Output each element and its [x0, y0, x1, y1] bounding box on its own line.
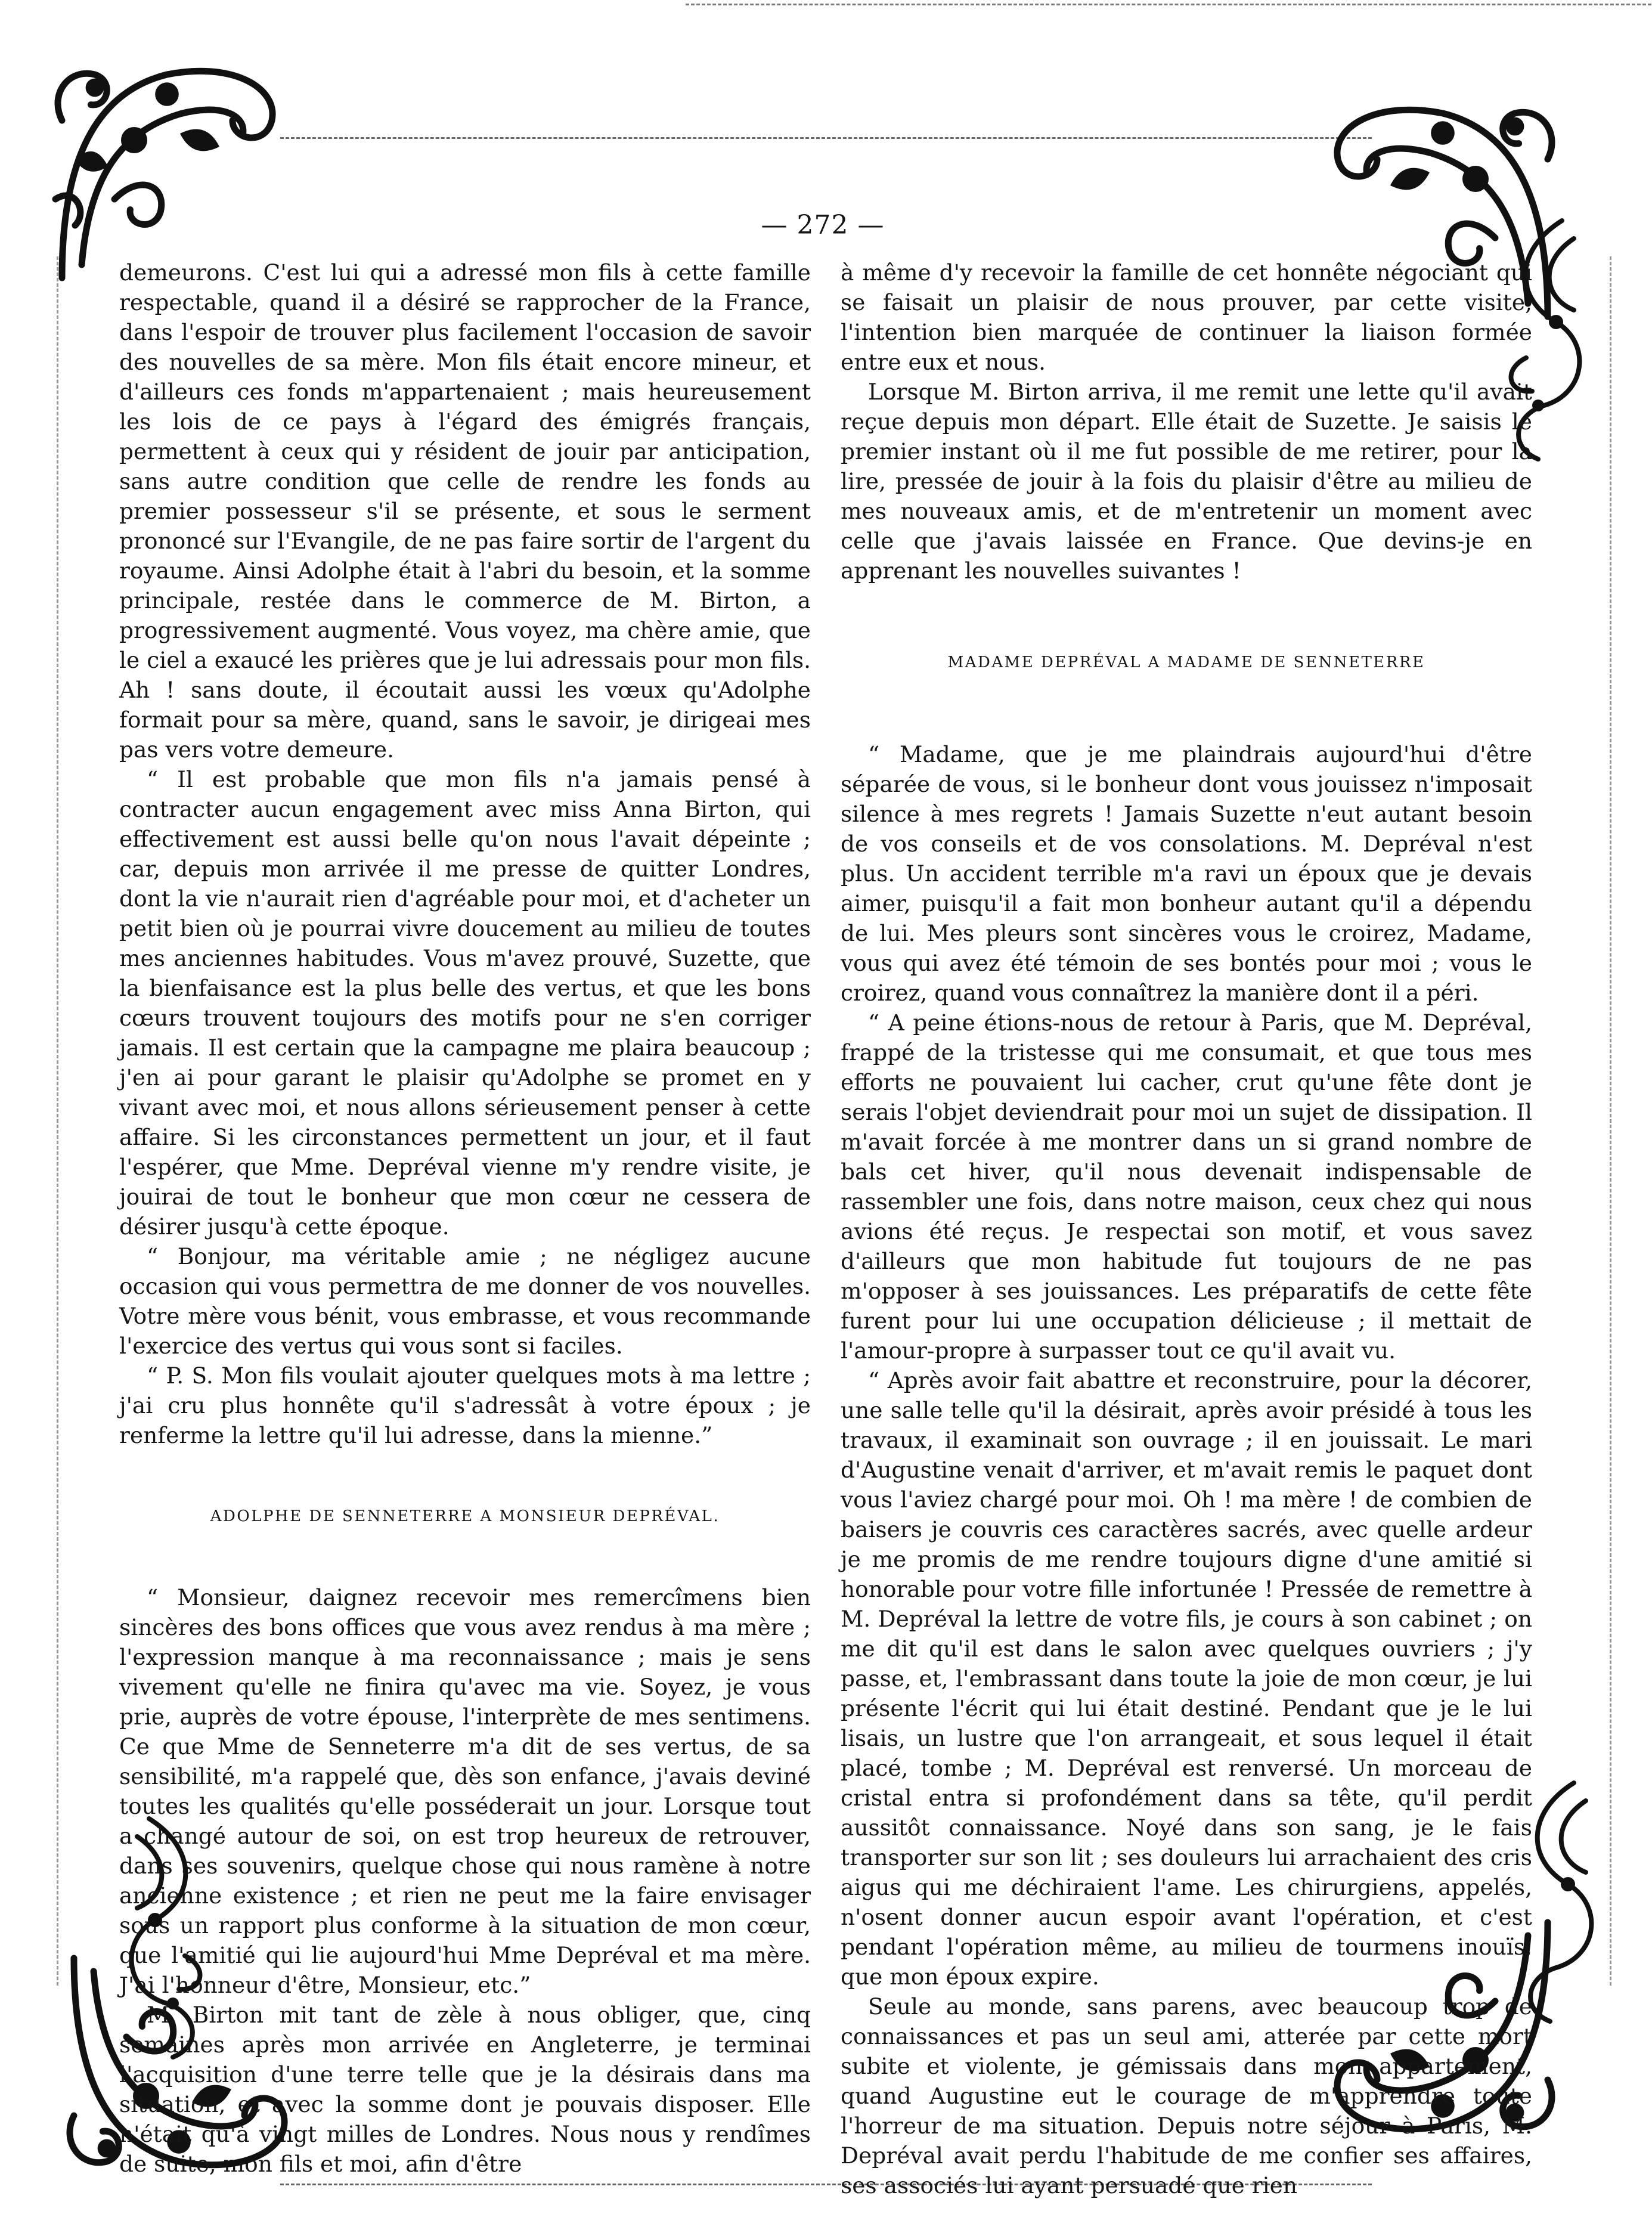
left-column [119, 258, 811, 2179]
paragraph: “ A peine étions-nous de retour à Paris, que M. Depréval, frappé de la tristesse qui me consumait, et que tous mes efforts ne pouvaient lui cacher, crut qu'une fête dont je serais l'objet deviendrait pour moi un sujet de dissipation. Il m'avait forcée à me montrer dans un si grand nombre de bals cet hiver, qu'il nous devenait indispensable de rassembler une fois, dans notre maison, ceux chez qui nous avions été reçus. Je respectai son motif, et vous savez d'ailleurs que mon habitude fut toujours de ne pas m'opposer à ses jouissances. Les préparatifs de cette fête furent pour lui une occupation délicieuse ; il mettait de l'amour-propre à surpasser tout ce qu'il avait vu. [841, 1009, 1532, 1364]
letter-heading: ADOLPHE DE SENNETERRE A MONSIEUR DEPRÉVAL. [210, 1507, 720, 1525]
paragraph: “ Madame, que je me plaindrais aujourd'hui d'être séparée de vous, si le bonheur dont vous jouissez n'imposait silence à mes regrets ! Jamais Suzette n'eut autant besoin de vos conseils et de vos consolations. M. Depréval n'est plus. Un accident terrible m'a ravi un époux que je devais aimer, puisqu'il a fait mon bonheur autant qu'il a dépendu de lui. Mes pleurs sont sincères vous le croirez, Madame, vous qui avez été témoin de ses bontés pour moi ; vous le croirez, quand vous connaîtrez la manière dont il a péri. [841, 741, 1532, 1006]
paragraph: “ Monsieur, daignez recevoir mes remercîmens bien sincères des bons offices que vous avez rendus à ma mère ; l'expression manque à ma reconnaissance ; mais je sens vivement qu'elle ne finira qu'avec ma vie. Soyez, je vous prie, auprès de votre épouse, l'interprète de mes sentimens. Ce que Mme de Senneterre m'a dit de ses vertus, de sa sensibilité, m'a rappelé que, dès son enfance, j'avais deviné toutes les qualités qu'elle posséderait un jour. Lorsque tout a changé autour de soi, on est trop heureux de retrouver, dans ses souvenirs, quelque chose qui nous ramène à notre ancienne existence ; et rien ne peut me la faire envisager sous un rapport plus conforme à la situation de mon cœur, que l'amitié qui lie aujourd'hui Mme Depréval et ma mère. J'ai l'honneur d'être, Monsieur, etc.” [119, 1584, 811, 1998]
letter-heading: MADAME DEPRÉVAL A MADAME DE SENNETERRE [947, 654, 1425, 671]
paragraph: M. Birton mit tant de zèle à nous obliger, que, cinq semaines après mon arrivée en Angleterre, je terminai l'acquisition d'une terre telle que je la désirais dans ma situation, et avec la somme dont je pouvais disposer. Elle n'était qu'à vingt milles de Londres. Nous nous y rendîmes de suite, mon fils et moi, afin d'être [119, 2002, 811, 2177]
frame-right-border [1610, 256, 1611, 1986]
right-column [841, 258, 1532, 2200]
frame-left-border [57, 256, 58, 1986]
page-number: — 272 — [761, 210, 885, 240]
paragraph: “ Il est probable que mon fils n'a jamais pensé à contracter aucun engagement avec miss Anna Birton, qui effectivement est aussi belle qu'on nous l'avait dépeinte ; car, depuis mon arrivée il me presse de quitter Londres, dont la vie n'aurait rien d'agréable pour moi, et d'acheter un petit bien où je pourrai vivre doucement au milieu de toutes mes anciennes habitudes. Vous m'avez prouvé, Suzette, que la bienfaisance est la plus belle des vertus, et que les bons cœurs trouvent toujours des motifs pour ne s'en corriger jamais. Il est certain que la campagne me plaira beaucoup ; j'en ai pour garant le plaisir qu'Adolphe se promet en y vivant avec moi, et nous allons sérieusement penser à cette affaire. Si les circonstances permettent un jour, et il faut l'espérer, que Mme. Depréval vienne m'y rendre visite, je jouirai de tout le bonheur que mon cœur ne cessera de désirer jusqu'à cette époque. [119, 766, 811, 1240]
paragraph: demeurons. C'est lui qui a adressé mon fils à cette famille respectable, quand il a désiré se rapprocher de la France, dans l'espoir de trouver plus facilement l'occasion de savoir des nouvelles de sa mère. Mon fils était encore mineur, et d'ailleurs ces fonds m'appartenaient ; mais heureusement les lois de ce pays à l'égard des émigrés français, permettent à ceux qui y résident de jouir par anticipation, sans autre condition que celle de rendre les fonds au premier possesseur s'il se présente, et sous le serment prononcé sur l'Evangile, de ne pas faire sortir de l'argent du royaume. Ainsi Adolphe était à l'abri du besoin, et la somme principale, restée dans le commerce de M. Birton, a progressivement augmenté. Vous voyez, ma chère amie, que le ciel a exaucé les prières que je lui adressais pour mon fils. Ah ! sans doute, il écoutait aussi les vœux qu'Adolphe formait pour sa mère, quand, sans le savoir, je dirigeai mes pas vers votre demeure. [119, 259, 811, 763]
paragraph: “ P. S. Mon fils voulait ajouter quelques mots à ma lettre ; j'ai cru plus honnête qu'il s'adressât à votre époux ; je renferme la lettre qu'il lui adresse, dans la mienne.” [119, 1362, 811, 1448]
paragraph: “ Bonjour, ma véritable amie ; ne négligez aucune occasion qui vous permettra de me donner de vos nouvelles. Votre mère vous bénit, vous embrasse, et vous recommande l'exercice des vertus qui vous sont si faciles. [119, 1243, 811, 1359]
paragraph: Seule au monde, sans parens, avec beaucoup trop de connaissances et pas un seul ami, atterée par cette mort subite et violente, je gémissais dans mon appartement, quand Augustine eut le courage de m'apprendre toute l'horreur de ma situation. Depuis notre séjour à Paris, M. Depréval avait perdu l'habitude de me confier ses affaires, ses associés lui ayant persuadé que rien [841, 1993, 1532, 2198]
paragraph: “ Après avoir fait abattre et reconstruire, pour la décorer, une salle telle qu'il la désirait, après avoir présidé à tous les travaux, il examinait son ouvrage ; il en jouissait. Le mari d'Augustine venait d'arriver, et m'avait remis le paquet dont vous l'aviez chargé pour moi. Oh ! ma mère ! de combien de baisers je couvris ces caractères sacrés, avec quelle ardeur je me promis de me rendre toujours digne d'une amitié si honorable pour votre fille infortunée ! Pressée de remettre à M. Depréval la lettre de votre fils, je cours à son cabinet ; on me dit qu'il est dans le salon avec quelques ouvriers ; j'y passe, et, l'embrassant dans toute la joie de mon cœur, je lui présente l'écrit qui lui était destiné. Pendant que je le lui lisais, un lustre que l'on arrangeait, et sous lequel il était placé, tombe ; M. Depréval est renversé. Un morceau de cristal entra si profondément dans sa tête, qu'il perdit aussitôt connaissance. Noyé dans son sang, je le fais transporter sur son lit ; ses douleurs lui arrachaient des cris aigus qui me déchiraient l'ame. Les chirurgiens, appelés, n'osent donner aucun espoir avant l'opération, et c'est pendant l'opération même, au milieu de tourmens inouïs, que mon époux expire. [841, 1367, 1532, 1990]
top-edge-rule [686, 4, 1651, 11]
paragraph: Lorsque M. Birton arriva, il me remit une lette qu'il avait reçue depuis mon départ. Elle était de Suzette. Je saisis le premier instant où il me fut possible de me retirer, pour la lire, pressée de jouir à la fois du plaisir d'être au milieu de mes nouveaux amis, et de m'entretenir un moment avec celle que j'avais laissée en France. Que devins-je en apprenant les nouvelles suivantes ! [841, 379, 1532, 584]
frame-top-border [280, 137, 1372, 139]
paragraph: à même d'y recevoir la famille de cet honnête négociant qui se faisait un plaisir de nous prouver, par cette visite, l'intention bien marquée de continuer la liaison formée entre eux et nous. [841, 259, 1532, 375]
